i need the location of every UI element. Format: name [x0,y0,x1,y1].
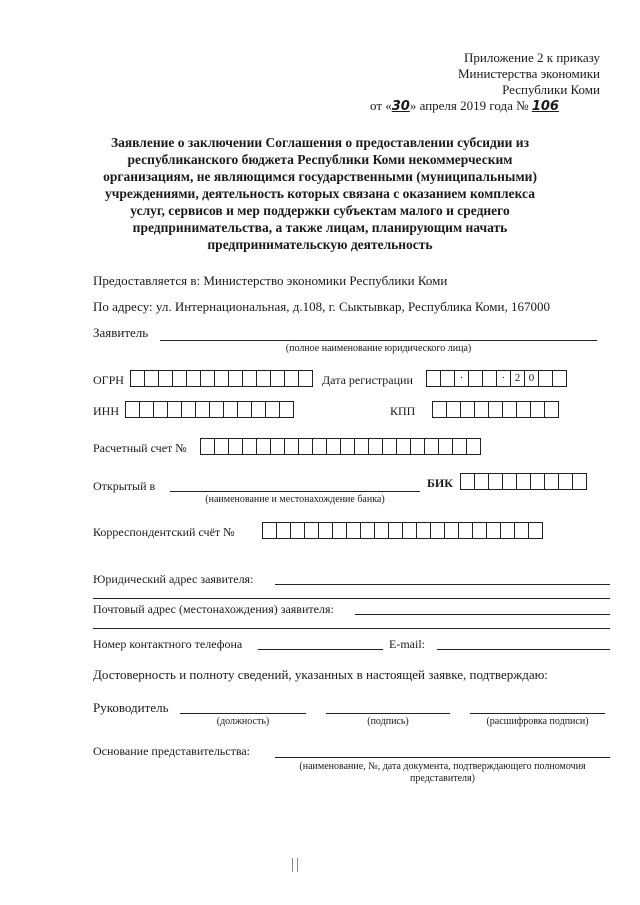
input-cell[interactable] [517,473,531,490]
date-prefix: от « [370,98,392,113]
legal-address-field[interactable] [275,584,610,585]
title-line: предпринимательскую деятельность [207,237,433,252]
input-cell[interactable] [277,522,291,539]
input-cell[interactable] [375,522,389,539]
input-cell[interactable] [433,401,447,418]
head-label: Руководитель [93,700,169,715]
input-cell[interactable] [224,401,238,418]
header-line-2: Министерства экономики [458,66,600,81]
input-cell[interactable] [201,370,215,387]
scan-mark [292,858,298,872]
input-cell[interactable] [531,401,545,418]
input-cell[interactable] [503,401,517,418]
input-cell[interactable] [196,401,210,418]
applicant-label: Заявитель [93,325,149,340]
kpp-label: КПП [390,404,416,418]
input-cell[interactable] [475,473,489,490]
input-cell[interactable] [263,522,277,539]
input-cell[interactable] [361,522,375,539]
email-field[interactable] [437,649,610,650]
input-cell[interactable] [545,473,559,490]
account-label: Расчетный счет № [93,441,187,455]
kpp-field[interactable] [432,401,559,418]
phone-label: Номер контактного телефона [93,637,243,651]
input-cell[interactable] [126,401,140,418]
input-cell[interactable] [489,473,503,490]
header-line-1: Приложение 2 к приказу [463,50,600,65]
postal-address-line-2[interactable] [93,628,610,629]
input-cell[interactable] [539,370,553,387]
input-cell[interactable] [154,401,168,418]
input-cell[interactable] [327,438,341,455]
input-cell[interactable]: 0 [525,370,539,387]
postal-address-label: Почтовый адрес (местонахождения) заявителя: [93,602,334,616]
provided-to: Предоставляется в: Министерство экономики Республики Коми [93,273,448,288]
input-cell[interactable] [389,522,403,539]
header-date [370,98,559,114]
input-cell[interactable] [182,401,196,418]
input-cell[interactable] [441,370,455,387]
email-label: E-mail: [389,637,425,651]
reg-date-field[interactable] [426,370,567,387]
input-cell[interactable] [427,370,441,387]
decoding-caption: (расшифровка подписи) [486,716,589,727]
corr-account-field[interactable] [262,522,543,539]
legal-address-line-2[interactable] [93,598,610,599]
input-cell[interactable] [425,438,439,455]
title-line: предпринимательства, а также лицам, планирующим начать [132,220,508,235]
header-line-3: Республики Коми [502,82,600,97]
input-cell[interactable] [467,438,481,455]
input-cell[interactable] [545,401,559,418]
signature-caption: (подпись) [367,716,409,727]
input-cell[interactable] [461,473,475,490]
input-cell[interactable] [469,370,483,387]
title-line: республиканского бюджета Республики Коми некоммерческим [127,152,513,167]
input-cell[interactable] [229,370,243,387]
input-cell[interactable] [215,438,229,455]
date-rest: » апреля 2019 года № [409,98,529,113]
input-cell[interactable] [341,438,355,455]
input-cell[interactable] [257,438,271,455]
inn-label: ИНН [93,404,119,418]
position-caption: (должность) [216,716,270,727]
title-line: услуг, сервисов и мер поддержки субъектам малого и среднего [130,203,510,218]
bank-label: Открытый в [93,479,156,493]
input-cell[interactable] [489,401,503,418]
bik-field[interactable] [460,473,587,490]
account-field[interactable] [200,438,481,455]
input-cell[interactable] [473,522,487,539]
input-cell[interactable] [403,522,417,539]
input-cell[interactable] [417,522,431,539]
input-cell[interactable] [411,438,425,455]
input-cell[interactable] [285,370,299,387]
basis-label: Основание представительства: [93,744,251,758]
signature-field[interactable] [326,713,450,714]
basis-caption-2: представителя) [410,773,475,784]
input-cell[interactable] [252,401,266,418]
input-cell[interactable] [431,522,445,539]
input-cell[interactable] [215,370,229,387]
basis-caption-1: (наименование, №, дата документа, подтверждающего полномочия [299,761,586,772]
input-cell[interactable] [369,438,383,455]
input-cell[interactable] [553,370,567,387]
title-line: организациям, не являющимся государственными (муниципальными) [103,169,537,184]
input-cell[interactable] [333,522,347,539]
input-cell[interactable] [475,401,489,418]
document-title [70,134,570,253]
input-cell[interactable] [445,522,459,539]
input-cell[interactable] [210,401,224,418]
position-field[interactable] [180,713,306,714]
corr-account-label: Корреспондентский счёт № [93,525,235,539]
reg-date-label: Дата регистрации [322,373,413,387]
basis-field[interactable] [275,757,610,758]
input-cell[interactable] [347,522,361,539]
input-cell[interactable] [187,370,201,387]
input-cell[interactable] [280,401,294,418]
input-cell[interactable] [291,522,305,539]
phone-field[interactable] [258,649,383,650]
input-cell[interactable]: · [455,370,469,387]
date-day: 30 [391,99,410,114]
applicant-caption: (полное наименование юридического лица) [285,343,472,354]
input-cell[interactable] [453,438,467,455]
input-cell[interactable] [229,438,243,455]
input-cell[interactable]: 2 [511,370,525,387]
input-cell[interactable] [266,401,280,418]
input-cell[interactable] [483,370,497,387]
input-cell[interactable] [243,370,257,387]
input-cell[interactable] [439,438,453,455]
bik-label: БИК [427,476,453,490]
input-cell[interactable] [573,473,587,490]
input-cell[interactable] [201,438,215,455]
inn-field[interactable] [125,401,294,418]
input-cell[interactable] [517,401,531,418]
input-cell[interactable] [305,522,319,539]
input-cell[interactable] [238,401,252,418]
legal-address-label: Юридический адрес заявителя: [93,572,254,586]
input-cell[interactable] [397,438,411,455]
ogrn-field[interactable] [130,370,313,387]
input-cell[interactable] [501,522,515,539]
ogrn-label: ОГРН [93,373,124,387]
bank-caption: (наименование и местонахождение банка) [205,494,385,505]
input-cell[interactable] [271,370,285,387]
input-cell[interactable] [319,522,333,539]
input-cell[interactable] [529,522,543,539]
recipient-address: По адресу: ул. Интернациональная, д.108, г. Сыктывкар, Республика Коми, 167000 [93,299,550,314]
input-cell[interactable] [299,438,313,455]
bank-field[interactable] [170,491,420,492]
input-cell[interactable] [487,522,501,539]
input-cell[interactable] [131,370,145,387]
input-cell[interactable] [531,473,545,490]
input-cell[interactable] [503,473,517,490]
input-cell[interactable] [140,401,154,418]
input-cell[interactable] [383,438,397,455]
input-cell[interactable] [159,370,173,387]
input-cell[interactable] [355,438,369,455]
input-cell[interactable] [459,522,473,539]
input-cell[interactable] [285,438,299,455]
input-cell[interactable] [173,370,187,387]
input-cell[interactable] [168,401,182,418]
postal-address-field[interactable] [355,614,610,615]
input-cell[interactable] [461,401,475,418]
input-cell[interactable] [243,438,257,455]
input-cell[interactable] [313,438,327,455]
title-line: учреждениями, деятельность которых связана с оказанием комплекса [105,186,535,201]
confirm-text: Достоверность и полноту сведений, указанных в настоящей заявке, подтверждаю: [93,667,548,682]
input-cell[interactable] [515,522,529,539]
input-cell[interactable] [257,370,271,387]
applicant-field[interactable] [160,340,597,341]
input-cell[interactable] [559,473,573,490]
input-cell[interactable] [447,401,461,418]
input-cell[interactable] [271,438,285,455]
input-cell[interactable] [299,370,313,387]
input-cell[interactable]: · [497,370,511,387]
input-cell[interactable] [145,370,159,387]
decoding-field[interactable] [470,713,605,714]
order-number: 106 [531,99,559,114]
title-line: Заявление о заключении Соглашения о предоставлении субсидии из [110,135,530,150]
